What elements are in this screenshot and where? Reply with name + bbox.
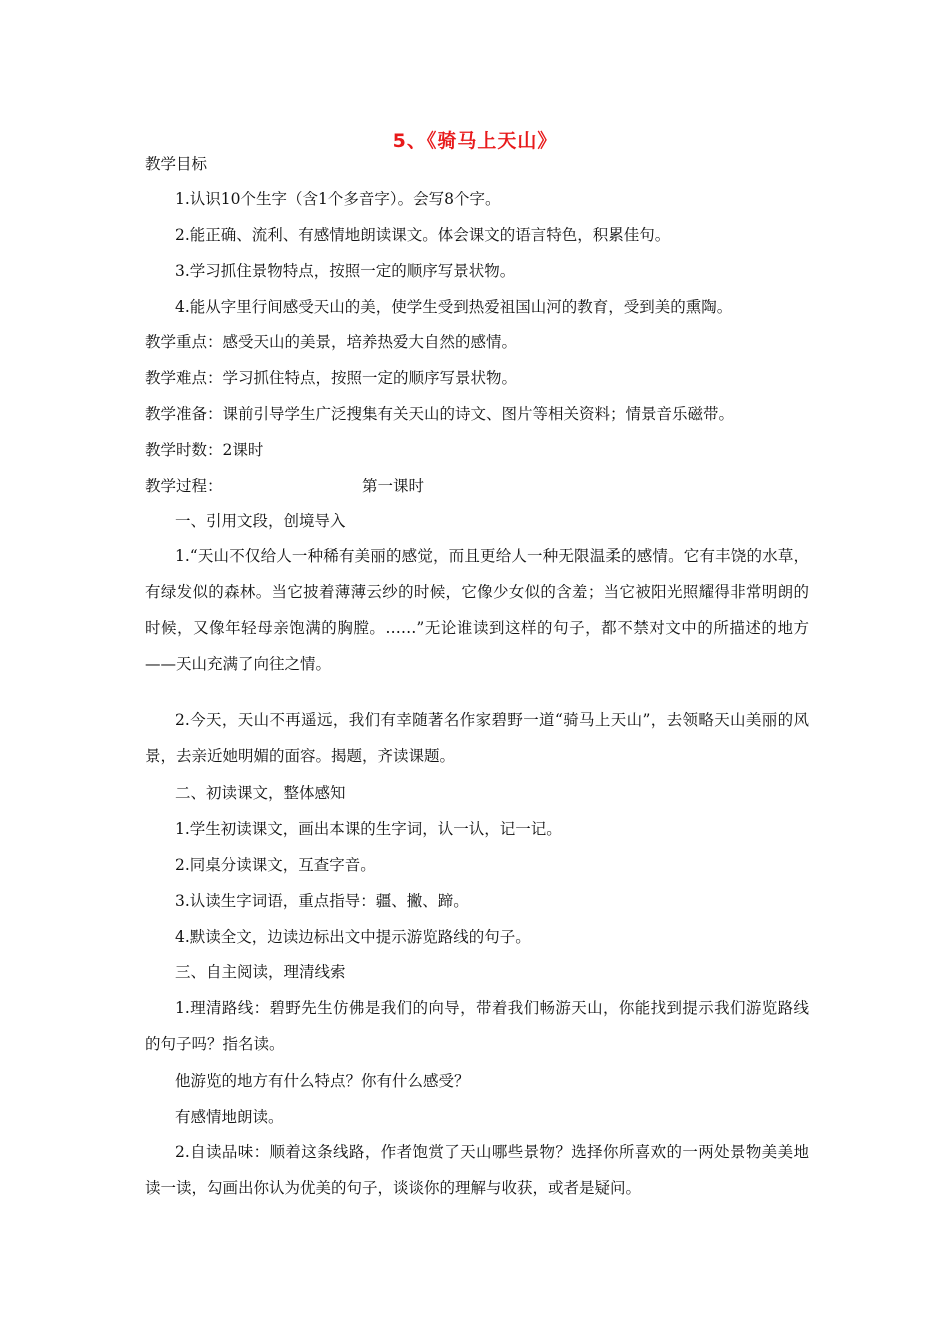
list-item: 3.认读生字词语，重点指导：疆、撇、蹄。: [175, 892, 469, 910]
goal-item: 3.学习抓住景物特点，按照一定的顺序写景状物。: [175, 262, 516, 280]
list-item: 4.默读全文，边读边标出文中提示游览路线的句子。: [175, 928, 531, 946]
paragraph: 1.“天山不仅给人一种稀有美丽的感觉，而且更给人一种无限温柔的感情。它有丰饶的水草，有绿发似的森林。当它披着薄薄云纱的时候，它像少女似的含羞；当它被阳光照耀得非常明朗的时候，又像年轻母亲饱满的胸膛。……”无论谁读到这样的句子，都不禁对文中的所描述的地方——天山充满了向往之情。: [145, 547, 809, 673]
list-item: 2.同桌分读课文，互查字音。: [175, 856, 376, 874]
question: 有感情地朗读。: [175, 1108, 284, 1126]
page-title: 5、《骑马上天山》: [392, 130, 558, 152]
process-label: 教学过程：: [145, 477, 223, 495]
teaching-hours: 教学时数：2课时: [145, 441, 264, 459]
list-item: 1.学生初读课文，画出本课的生字词，认一认，记一记。: [175, 820, 562, 838]
goal-item: 4.能从字里行间感受天山的美，使学生受到热爱祖国山河的教育，受到美的熏陶。: [175, 298, 733, 316]
paragraph: 2.自读品味：顺着这条线路，作者饱赏了天山哪些景物？选择你所喜欢的一两处景物美美地读一读，勾画出你认为优美的句子，谈谈你的理解与收获，或者是疑问。: [145, 1143, 809, 1197]
goals-heading: 教学目标: [145, 155, 208, 173]
preparation: 教学准备：课前引导学生广泛搜集有关天山的诗文、图片等相关资料；情景音乐磁带。: [145, 405, 735, 423]
paragraph: 1.理清路线：碧野先生仿佛是我们的向导，带着我们畅游天山，你能找到提示我们游览路线的句子吗？指名读。: [145, 999, 809, 1053]
paragraph: 2.今天，天山不再遥远，我们有幸随著名作家碧野一道“骑马上天山”，去领略天山美丽的风景，去亲近她明媚的面容。揭题，齐读课题。: [145, 711, 809, 765]
section-heading: 二、初读课文，整体感知: [175, 784, 346, 802]
key-point: 教学重点：感受天山的美景，培养热爱大自然的感情。: [145, 333, 518, 351]
goal-item: 2.能正确、流利、有感情地朗读课文。体会课文的语言特色，积累佳句。: [175, 226, 671, 244]
question: 他游览的地方有什么特点？你有什么感受？: [175, 1072, 470, 1090]
process-row: [145, 476, 223, 496]
lesson-label: 第一课时: [362, 477, 425, 495]
section-heading: 一、引用文段，创境导入: [175, 512, 346, 530]
section-heading: 三、自主阅读，理清线索: [175, 963, 346, 981]
goal-item: 1.认识10个生字（含1个多音字）。会写8个字。: [175, 190, 501, 208]
difficulty: 教学难点：学习抓住特点，按照一定的顺序写景状物。: [145, 369, 518, 387]
